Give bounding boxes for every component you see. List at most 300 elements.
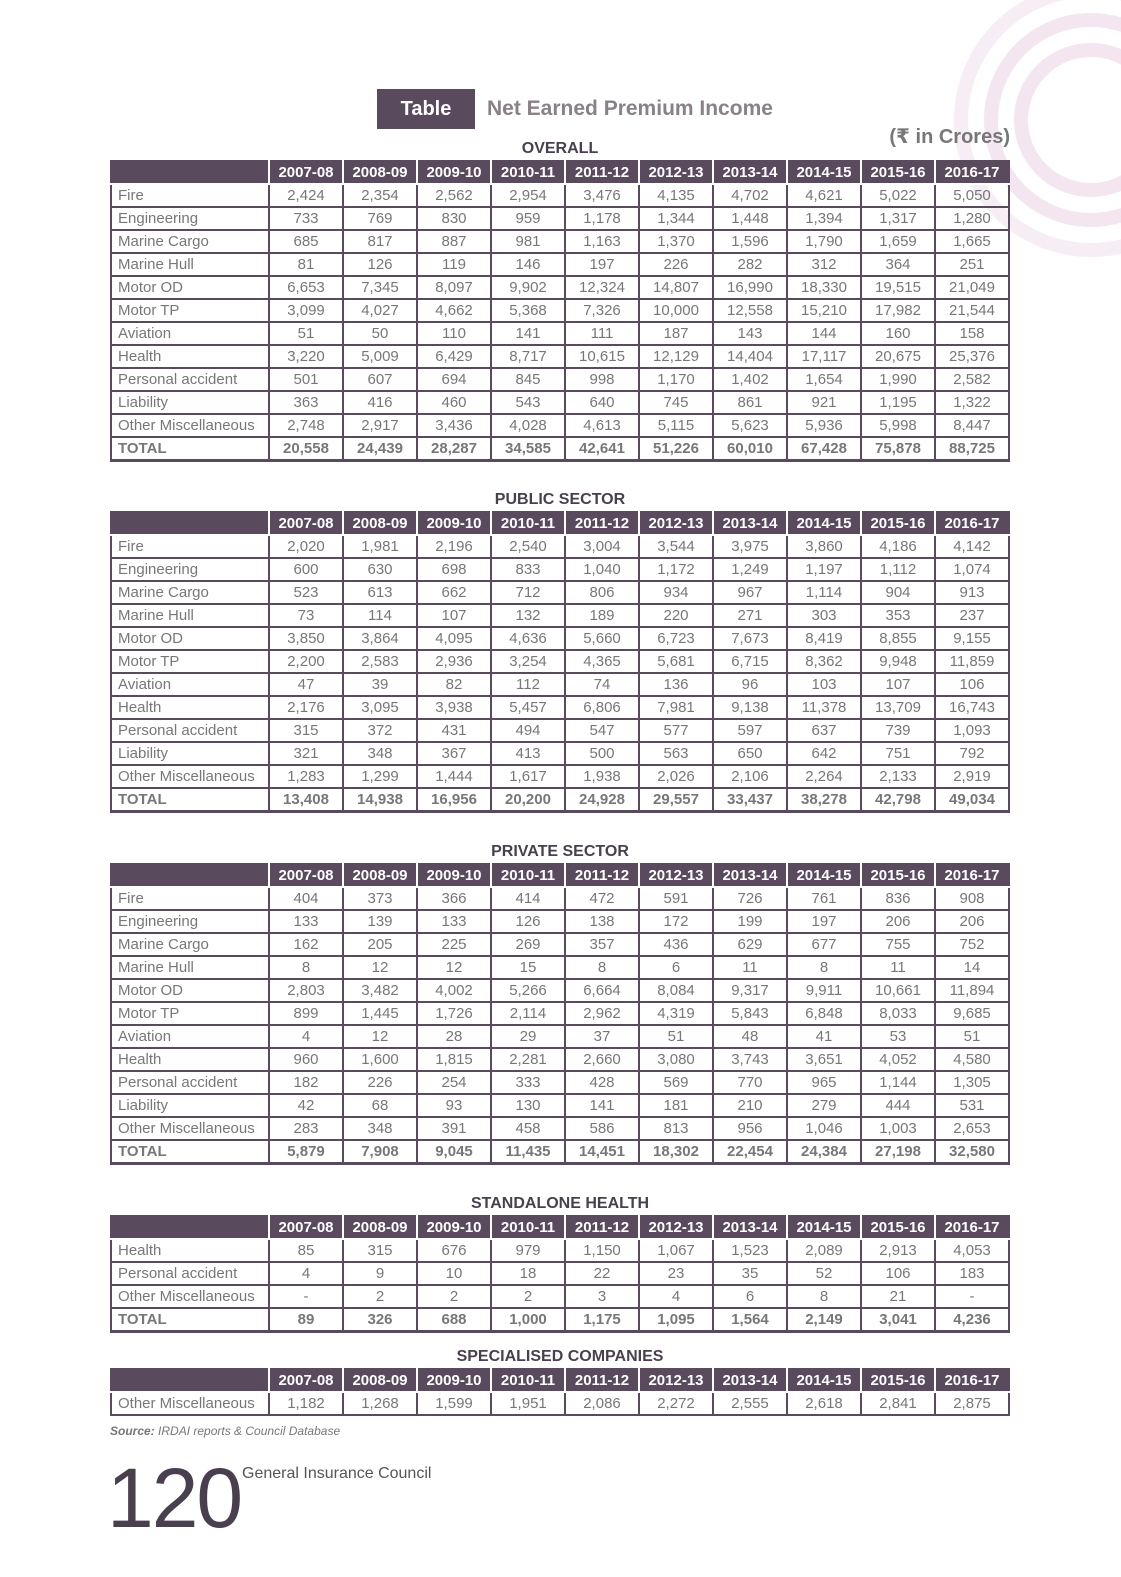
value-cell: 391 — [417, 1117, 491, 1140]
year-header: 2008-09 — [343, 1216, 417, 1239]
row-label: Health — [111, 1048, 269, 1071]
row-label: Other Miscellaneous — [111, 765, 269, 788]
value-cell: 4,365 — [565, 650, 639, 673]
header-row — [111, 161, 1009, 184]
value-cell: 8,447 — [935, 414, 1009, 437]
table-row — [111, 1239, 1009, 1262]
value-cell: 12,129 — [639, 345, 713, 368]
value-cell: 49,034 — [935, 788, 1009, 812]
value-cell: 523 — [269, 581, 343, 604]
value-cell: 226 — [639, 253, 713, 276]
value-cell: 282 — [713, 253, 787, 276]
value-cell: 21,049 — [935, 276, 1009, 299]
value-cell: 4,053 — [935, 1239, 1009, 1262]
year-header: 2016-17 — [935, 864, 1009, 887]
value-cell: 17,117 — [787, 345, 861, 368]
value-cell: 103 — [787, 673, 861, 696]
value-cell: 53 — [861, 1025, 935, 1048]
value-cell: 11 — [713, 956, 787, 979]
table-row — [111, 276, 1009, 299]
value-cell: 2,149 — [787, 1308, 861, 1332]
year-header: 2007-08 — [269, 864, 343, 887]
year-header: 2012-13 — [639, 1369, 713, 1392]
value-cell: 5,936 — [787, 414, 861, 437]
section-title: SPECIALISED COMPANIES — [456, 1348, 664, 1365]
value-cell: 110 — [417, 322, 491, 345]
value-cell: 112 — [491, 673, 565, 696]
value-cell: 500 — [565, 742, 639, 765]
value-cell: 1,448 — [713, 207, 787, 230]
value-cell: 2,086 — [565, 1392, 639, 1415]
value-cell: 321 — [269, 742, 343, 765]
section-title: STANDALONE HEALTH — [470, 1195, 650, 1212]
year-header: 2016-17 — [935, 161, 1009, 184]
value-cell: 3,004 — [565, 535, 639, 558]
value-cell: 14,404 — [713, 345, 787, 368]
value-cell: 1,402 — [713, 368, 787, 391]
value-cell: 676 — [417, 1239, 491, 1262]
value-cell: 1,067 — [639, 1239, 713, 1262]
row-label: Marine Cargo — [111, 581, 269, 604]
year-header: 2015-16 — [861, 1216, 935, 1239]
value-cell: 1,249 — [713, 558, 787, 581]
value-cell: 5,115 — [639, 414, 713, 437]
value-cell: 1,299 — [343, 765, 417, 788]
year-header: 2011-12 — [565, 1216, 639, 1239]
value-cell: 630 — [343, 558, 417, 581]
value-cell: 2,748 — [269, 414, 343, 437]
value-cell: 501 — [269, 368, 343, 391]
value-cell: 1,564 — [713, 1308, 787, 1332]
value-cell: 6 — [713, 1285, 787, 1308]
row-label: Other Miscellaneous — [111, 1392, 269, 1415]
value-cell: 8 — [565, 956, 639, 979]
value-cell: 24,928 — [565, 788, 639, 812]
value-cell: 2,875 — [935, 1392, 1009, 1415]
table-row — [111, 581, 1009, 604]
value-cell: 75,878 — [861, 437, 935, 461]
value-cell: 48 — [713, 1025, 787, 1048]
value-cell: 4,002 — [417, 979, 491, 1002]
table-row — [111, 322, 1009, 345]
table-row — [111, 956, 1009, 979]
table-row — [111, 230, 1009, 253]
value-cell: 650 — [713, 742, 787, 765]
value-cell: 751 — [861, 742, 935, 765]
value-cell: 813 — [639, 1117, 713, 1140]
value-cell: - — [935, 1285, 1009, 1308]
table-row — [111, 719, 1009, 742]
value-cell: 1,163 — [565, 230, 639, 253]
value-cell: 21 — [861, 1285, 935, 1308]
value-cell: 47 — [269, 673, 343, 696]
source-label: Source: — [110, 1424, 155, 1438]
source-text: IRDAI reports & Council Database — [158, 1424, 341, 1438]
value-cell: 1,074 — [935, 558, 1009, 581]
value-cell: 326 — [343, 1308, 417, 1332]
year-header: 2010-11 — [491, 161, 565, 184]
value-cell: 3,850 — [269, 627, 343, 650]
value-cell: 3,743 — [713, 1048, 787, 1071]
value-cell: 761 — [787, 887, 861, 910]
value-cell: 1,093 — [935, 719, 1009, 742]
value-cell: 1,951 — [491, 1392, 565, 1415]
unit-label: (₹ in Crores) — [889, 126, 1010, 148]
year-header: 2015-16 — [861, 1369, 935, 1392]
row-label: Liability — [111, 391, 269, 414]
value-cell: 1,280 — [935, 207, 1009, 230]
value-cell: 13,709 — [861, 696, 935, 719]
value-cell: 2,354 — [343, 184, 417, 207]
value-cell: 51 — [935, 1025, 1009, 1048]
value-cell: 303 — [787, 604, 861, 627]
value-cell: 60,010 — [713, 437, 787, 461]
row-label: Other Miscellaneous — [111, 1117, 269, 1140]
value-cell: 543 — [491, 391, 565, 414]
value-cell: 7,345 — [343, 276, 417, 299]
value-cell: 182 — [269, 1071, 343, 1094]
value-cell: 642 — [787, 742, 861, 765]
table-row — [111, 345, 1009, 368]
value-cell: 17,982 — [861, 299, 935, 322]
value-cell: 1,268 — [343, 1392, 417, 1415]
value-cell: 5,022 — [861, 184, 935, 207]
row-label: Health — [111, 696, 269, 719]
value-cell: 1,790 — [787, 230, 861, 253]
value-cell: 685 — [269, 230, 343, 253]
value-cell: 133 — [269, 910, 343, 933]
total-row — [111, 788, 1009, 812]
value-cell: 1,444 — [417, 765, 491, 788]
value-cell: 5,266 — [491, 979, 565, 1002]
value-cell: 4,028 — [491, 414, 565, 437]
value-cell: 861 — [713, 391, 787, 414]
row-label: Marine Hull — [111, 956, 269, 979]
value-cell: 600 — [269, 558, 343, 581]
value-cell: 29,557 — [639, 788, 713, 812]
total-row — [111, 437, 1009, 461]
row-label: Aviation — [111, 673, 269, 696]
table-row — [111, 887, 1009, 910]
value-cell: 22 — [565, 1262, 639, 1285]
value-cell: 197 — [787, 910, 861, 933]
value-cell: 9,902 — [491, 276, 565, 299]
table-row — [111, 1262, 1009, 1285]
value-cell: 755 — [861, 933, 935, 956]
value-cell: 607 — [343, 368, 417, 391]
value-cell: 5,681 — [639, 650, 713, 673]
value-cell: 42 — [269, 1094, 343, 1117]
row-label: Marine Hull — [111, 253, 269, 276]
value-cell: 3,975 — [713, 535, 787, 558]
value-cell: 181 — [639, 1094, 713, 1117]
table-row — [111, 1094, 1009, 1117]
value-cell: 5,050 — [935, 184, 1009, 207]
value-cell: 4,662 — [417, 299, 491, 322]
year-header: 2012-13 — [639, 1216, 713, 1239]
value-cell: 8,855 — [861, 627, 935, 650]
value-cell: 107 — [861, 673, 935, 696]
total-row — [111, 1308, 1009, 1332]
value-cell: 8,419 — [787, 627, 861, 650]
value-cell: 74 — [565, 673, 639, 696]
value-cell: 2,200 — [269, 650, 343, 673]
row-label: Motor OD — [111, 979, 269, 1002]
value-cell: 8,362 — [787, 650, 861, 673]
value-cell: 494 — [491, 719, 565, 742]
data-table — [110, 1215, 1010, 1333]
value-cell: 172 — [639, 910, 713, 933]
value-cell: 1,170 — [639, 368, 713, 391]
row-label: Other Miscellaneous — [111, 414, 269, 437]
row-label: Aviation — [111, 1025, 269, 1048]
value-cell: 806 — [565, 581, 639, 604]
year-header: 2016-17 — [935, 1216, 1009, 1239]
year-header: 2014-15 — [787, 1369, 861, 1392]
value-cell: 4,621 — [787, 184, 861, 207]
value-cell: 8 — [269, 956, 343, 979]
row-label: Motor OD — [111, 276, 269, 299]
value-cell: 2,114 — [491, 1002, 565, 1025]
value-cell: 2 — [491, 1285, 565, 1308]
year-header: 2009-10 — [417, 1216, 491, 1239]
value-cell: 913 — [935, 581, 1009, 604]
value-cell: 1,654 — [787, 368, 861, 391]
value-cell: 444 — [861, 1094, 935, 1117]
row-label: Health — [111, 345, 269, 368]
table-row — [111, 696, 1009, 719]
value-cell: 7,908 — [343, 1140, 417, 1164]
value-cell: 106 — [861, 1262, 935, 1285]
value-cell: 2,936 — [417, 650, 491, 673]
value-cell: 160 — [861, 322, 935, 345]
value-cell: 4,095 — [417, 627, 491, 650]
value-cell: 210 — [713, 1094, 787, 1117]
value-cell: 960 — [269, 1048, 343, 1071]
value-cell: 12,558 — [713, 299, 787, 322]
value-cell: 11,435 — [491, 1140, 565, 1164]
value-cell: 141 — [491, 322, 565, 345]
row-label: Motor OD — [111, 627, 269, 650]
value-cell: 353 — [861, 604, 935, 627]
value-cell: 2,919 — [935, 765, 1009, 788]
table-row — [111, 673, 1009, 696]
value-cell: 348 — [343, 742, 417, 765]
table-row — [111, 1392, 1009, 1415]
value-cell: 88,725 — [935, 437, 1009, 461]
value-cell: 9,911 — [787, 979, 861, 1002]
value-cell: 312 — [787, 253, 861, 276]
value-cell: 4,613 — [565, 414, 639, 437]
value-cell: 770 — [713, 1071, 787, 1094]
value-cell: 363 — [269, 391, 343, 414]
value-cell: 18,330 — [787, 276, 861, 299]
year-header: 2010-11 — [491, 1216, 565, 1239]
value-cell: 3,864 — [343, 627, 417, 650]
year-header: 2009-10 — [417, 161, 491, 184]
value-cell: 5,457 — [491, 696, 565, 719]
row-label: TOTAL — [111, 788, 269, 812]
value-cell: 364 — [861, 253, 935, 276]
value-cell: 2,540 — [491, 535, 565, 558]
value-cell: 7,673 — [713, 627, 787, 650]
value-cell: 367 — [417, 742, 491, 765]
value-cell: 3,476 — [565, 184, 639, 207]
value-cell: 16,956 — [417, 788, 491, 812]
value-cell: 845 — [491, 368, 565, 391]
value-cell: 1,394 — [787, 207, 861, 230]
value-cell: 24,384 — [787, 1140, 861, 1164]
value-cell: 577 — [639, 719, 713, 742]
row-label: Marine Hull — [111, 604, 269, 627]
value-cell: 887 — [417, 230, 491, 253]
value-cell: 187 — [639, 322, 713, 345]
row-label: Fire — [111, 184, 269, 207]
header-row — [111, 512, 1009, 535]
value-cell: 119 — [417, 253, 491, 276]
year-header: 2012-13 — [639, 864, 713, 887]
value-cell: 1,981 — [343, 535, 417, 558]
value-cell: 1,197 — [787, 558, 861, 581]
value-cell: 82 — [417, 673, 491, 696]
value-cell: 817 — [343, 230, 417, 253]
value-cell: 271 — [713, 604, 787, 627]
value-cell: 1,150 — [565, 1239, 639, 1262]
value-cell: 428 — [565, 1071, 639, 1094]
value-cell: 965 — [787, 1071, 861, 1094]
source-note — [110, 1424, 340, 1438]
header-blank-cell — [111, 1216, 269, 1239]
value-cell: 2,803 — [269, 979, 343, 1002]
value-cell: 836 — [861, 887, 935, 910]
value-cell: 11,859 — [935, 650, 1009, 673]
table-row — [111, 910, 1009, 933]
section-title: OVERALL — [521, 140, 599, 157]
value-cell: 2,272 — [639, 1392, 713, 1415]
section-title: PRIVATE SECTOR — [491, 843, 629, 860]
value-cell: 1,523 — [713, 1239, 787, 1262]
year-header: 2010-11 — [491, 512, 565, 535]
value-cell: 2,424 — [269, 184, 343, 207]
table-row — [111, 1025, 1009, 1048]
value-cell: 4,142 — [935, 535, 1009, 558]
header-row — [111, 1369, 1009, 1392]
value-cell: 3,938 — [417, 696, 491, 719]
value-cell: 4,236 — [935, 1308, 1009, 1332]
value-cell: 138 — [565, 910, 639, 933]
year-header: 2007-08 — [269, 512, 343, 535]
year-header: 2008-09 — [343, 161, 417, 184]
row-label: Marine Cargo — [111, 230, 269, 253]
value-cell: 1,000 — [491, 1308, 565, 1332]
value-cell: 126 — [491, 910, 565, 933]
value-cell: 10,615 — [565, 345, 639, 368]
value-cell: 640 — [565, 391, 639, 414]
value-cell: 688 — [417, 1308, 491, 1332]
value-cell: 1,726 — [417, 1002, 491, 1025]
value-cell: 956 — [713, 1117, 787, 1140]
year-header: 2014-15 — [787, 512, 861, 535]
value-cell: 967 — [713, 581, 787, 604]
value-cell: 12 — [343, 956, 417, 979]
value-cell: 51 — [269, 322, 343, 345]
value-cell: 3,080 — [639, 1048, 713, 1071]
value-cell: 591 — [639, 887, 713, 910]
value-cell: 12,324 — [565, 276, 639, 299]
publisher-name: General Insurance Council — [242, 1465, 432, 1482]
value-cell: 89 — [269, 1308, 343, 1332]
value-cell: 8,717 — [491, 345, 565, 368]
value-cell: 1,990 — [861, 368, 935, 391]
value-cell: 1,445 — [343, 1002, 417, 1025]
value-cell: 81 — [269, 253, 343, 276]
value-cell: 4,027 — [343, 299, 417, 322]
value-cell: 93 — [417, 1094, 491, 1117]
value-cell: 22,454 — [713, 1140, 787, 1164]
value-cell: 357 — [565, 933, 639, 956]
data-table — [110, 863, 1010, 1165]
value-cell: 2,106 — [713, 765, 787, 788]
value-cell: 4,186 — [861, 535, 935, 558]
value-cell: 1,596 — [713, 230, 787, 253]
row-label: Health — [111, 1239, 269, 1262]
value-cell: 2,176 — [269, 696, 343, 719]
value-cell: 33,437 — [713, 788, 787, 812]
value-cell: 531 — [935, 1094, 1009, 1117]
value-cell: 10,661 — [861, 979, 935, 1002]
value-cell: 739 — [861, 719, 935, 742]
value-cell: 51,226 — [639, 437, 713, 461]
value-cell: 373 — [343, 887, 417, 910]
value-cell: 254 — [417, 1071, 491, 1094]
year-header: 2011-12 — [565, 512, 639, 535]
value-cell: 14,807 — [639, 276, 713, 299]
value-cell: 2,962 — [565, 1002, 639, 1025]
year-header: 2009-10 — [417, 1369, 491, 1392]
value-cell: 3,482 — [343, 979, 417, 1002]
value-cell: 2,618 — [787, 1392, 861, 1415]
value-cell: 68 — [343, 1094, 417, 1117]
value-cell: 130 — [491, 1094, 565, 1117]
value-cell: 4,135 — [639, 184, 713, 207]
value-cell: 4,052 — [861, 1048, 935, 1071]
value-cell: 1,370 — [639, 230, 713, 253]
value-cell: 6,715 — [713, 650, 787, 673]
value-cell: 3,254 — [491, 650, 565, 673]
table-row — [111, 933, 1009, 956]
table-row — [111, 627, 1009, 650]
value-cell: 1,938 — [565, 765, 639, 788]
value-cell: 25,376 — [935, 345, 1009, 368]
table-row — [111, 414, 1009, 437]
year-header: 2010-11 — [491, 1369, 565, 1392]
value-cell: 251 — [935, 253, 1009, 276]
row-label: Personal accident — [111, 1262, 269, 1285]
value-cell: 14,451 — [565, 1140, 639, 1164]
table-row — [111, 1285, 1009, 1308]
value-cell: 189 — [565, 604, 639, 627]
value-cell: 3,544 — [639, 535, 713, 558]
value-cell: 472 — [565, 887, 639, 910]
row-label: Personal accident — [111, 1071, 269, 1094]
data-table — [110, 1368, 1010, 1416]
year-header: 2008-09 — [343, 1369, 417, 1392]
value-cell: 10,000 — [639, 299, 713, 322]
table-row — [111, 558, 1009, 581]
value-cell: 1,172 — [639, 558, 713, 581]
data-table — [110, 511, 1010, 813]
table-row — [111, 650, 1009, 673]
